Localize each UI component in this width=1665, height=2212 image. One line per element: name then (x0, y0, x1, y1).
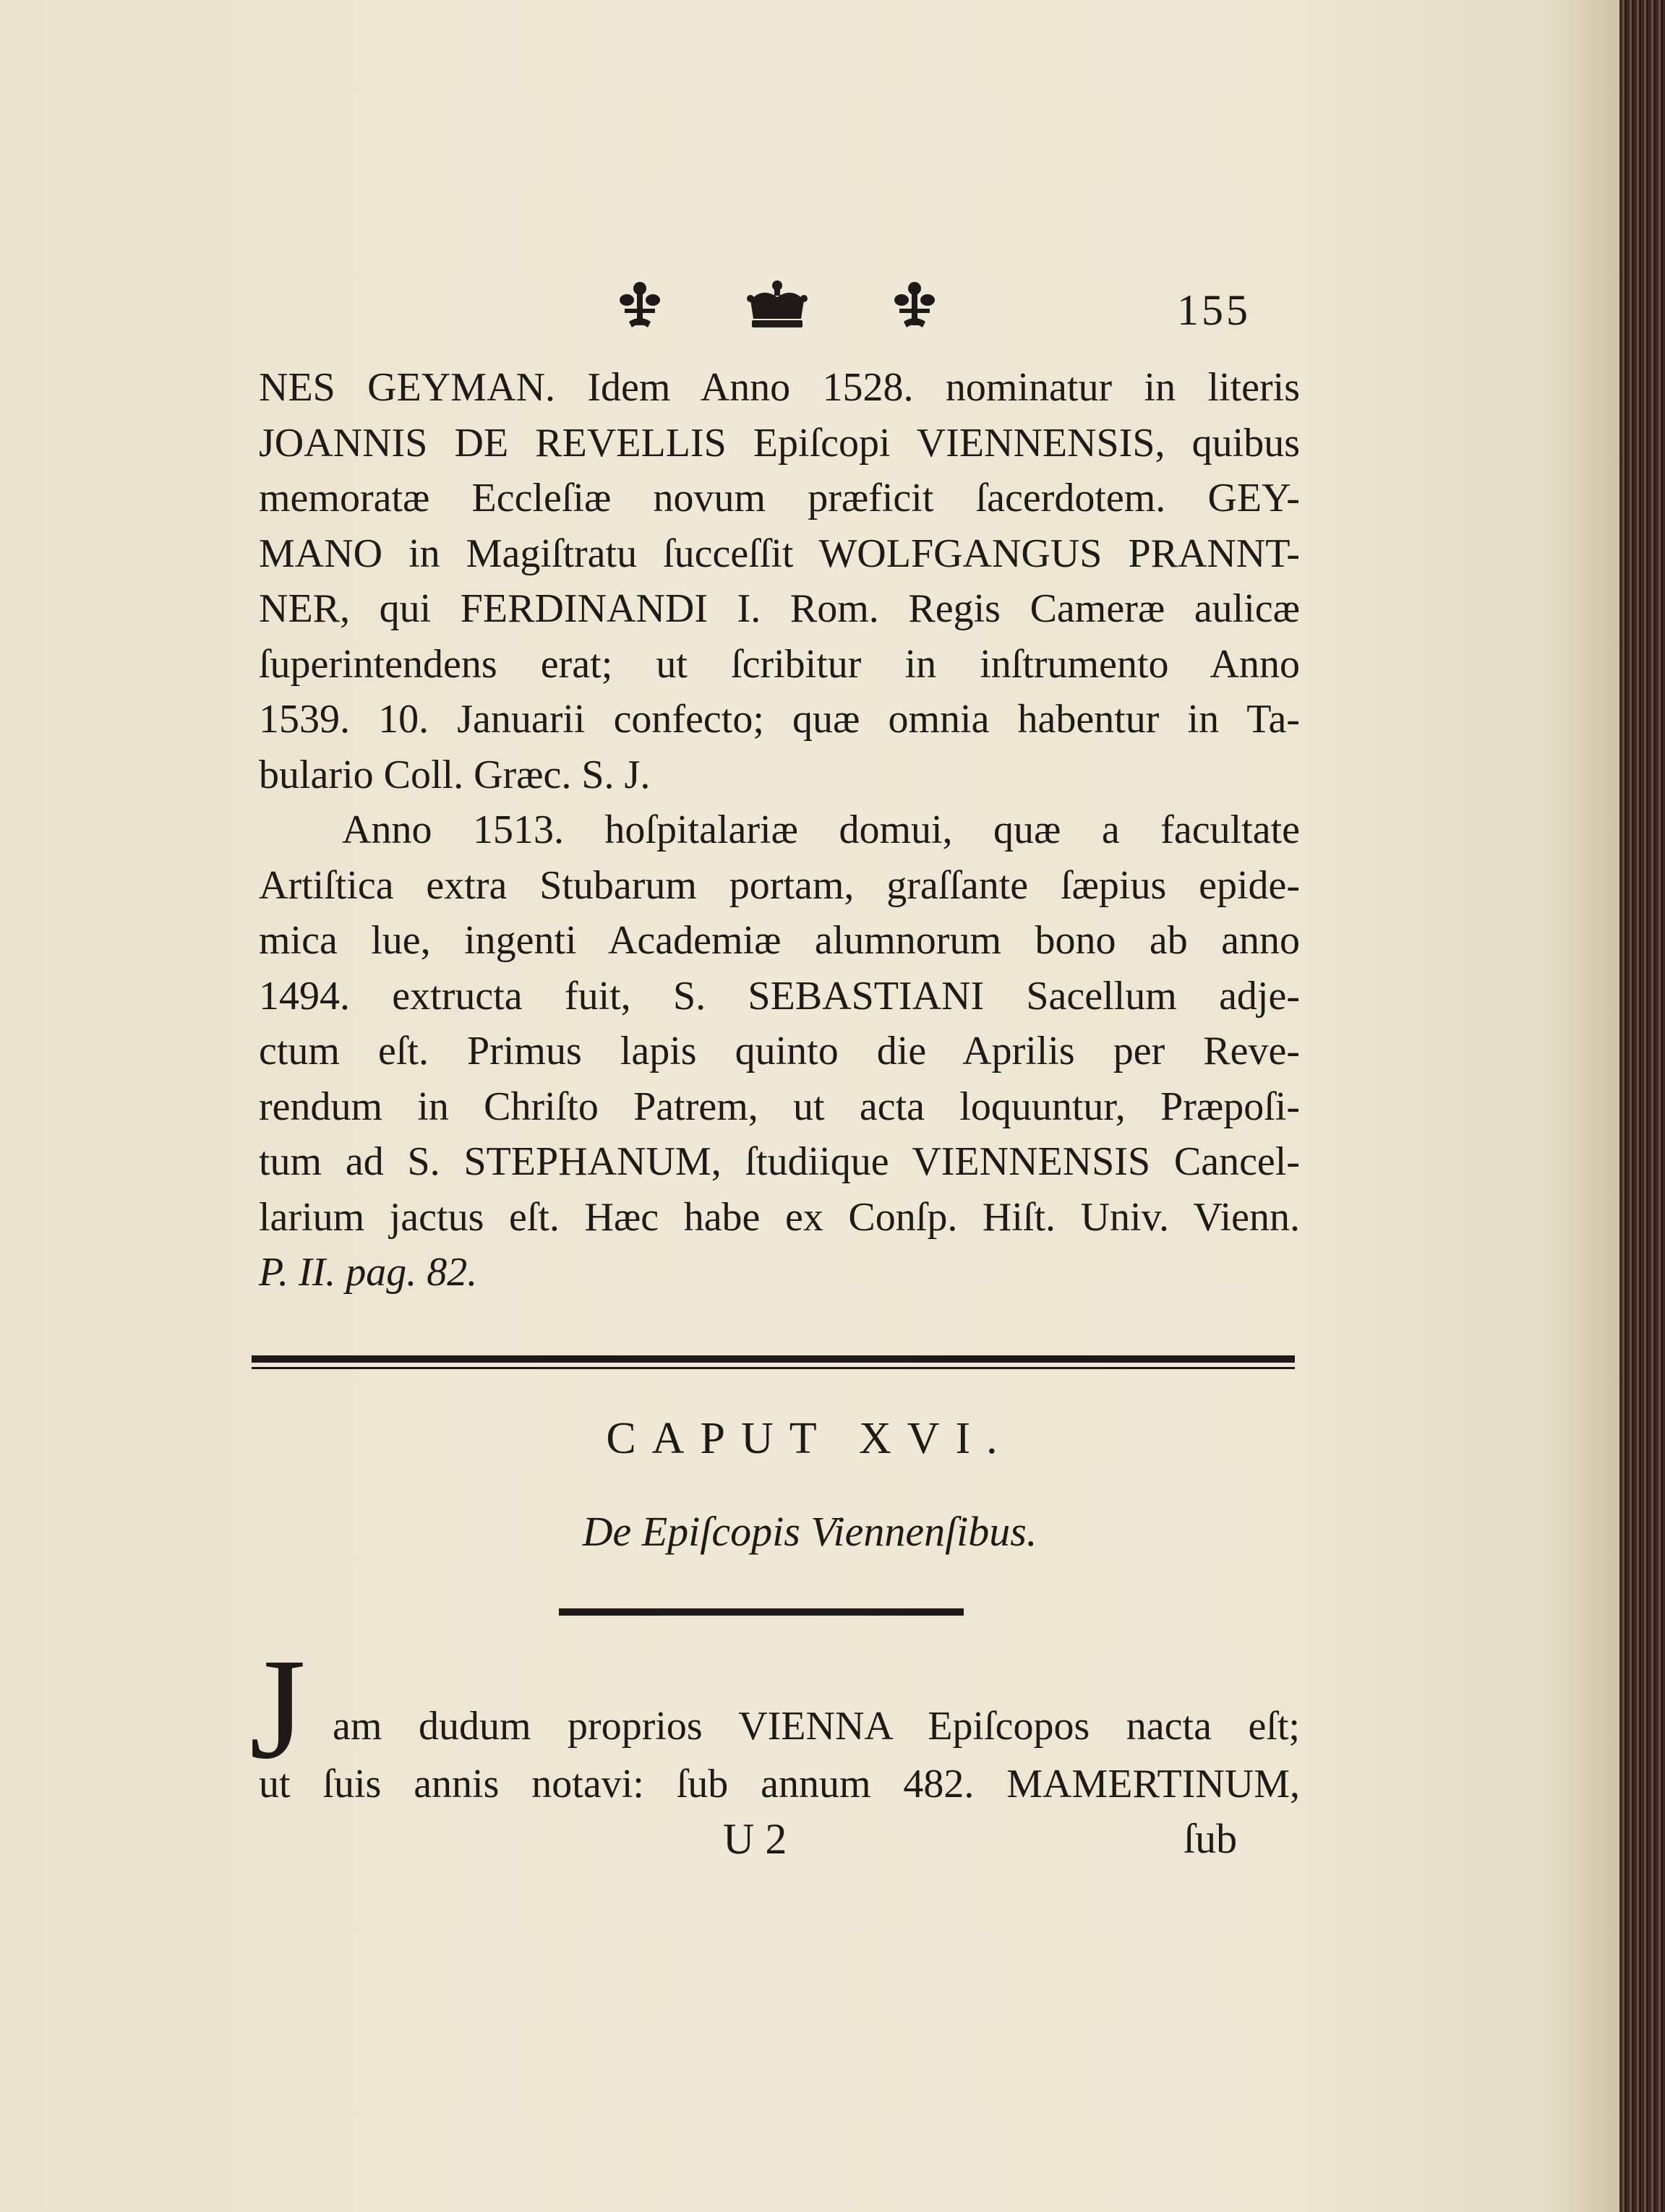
text-line: NER, qui FERDINANDI I. Rom. Regis Cameræ aulicæ (259, 586, 1300, 631)
signature-mark: U 2 (723, 1815, 787, 1863)
divider-thin (252, 1367, 1295, 1369)
text-line: ctum eſt. Primus lapis quinto die Aprilis per Reve- (259, 1029, 1300, 1073)
text-line: tum ad S. STEPHANUM, ſtudiique VIENNENSIS Cancel- (259, 1139, 1300, 1184)
paragraph-continued (259, 360, 1300, 802)
text-line: P. II. pag. 82. (259, 1250, 478, 1295)
text-line: 1494. extructa fuit, S. SEBASTIANI Sacellum adje- (259, 973, 1300, 1019)
section-divider (252, 1355, 1295, 1370)
text-line: MANO in Magiſtratu ſucceſſit WOLFGANGUS PRANNT- (259, 531, 1300, 576)
text-line: Anno 1513. hoſpitalariæ domui, quæ a facultate (342, 807, 1300, 852)
text-line: larium jactus eſt. Hæc habe ex Conſp. Hiſt. Univ. Vienn. (259, 1194, 1300, 1240)
page-edge (1619, 0, 1665, 2212)
text-line: memoratæ Eccleſiæ novum præficit ſacerdotem. GEY- (259, 476, 1300, 520)
running-header (615, 278, 1251, 343)
chapter-subtitle: De Epiſcopis Viennenſibus. (582, 1508, 1037, 1555)
text-line: 1539. 10. Januarii confecto; quæ omnia habentur in Ta- (259, 697, 1300, 742)
drop-cap: J (249, 1629, 306, 1789)
paragraph-hospital (259, 802, 1300, 858)
text-line: mica lue, ingenti Academiæ alumnorum bono ab anno (259, 918, 1300, 963)
text-line: ut ſuis annis notavi: ſub annum 482. MAMERTINUM, (259, 1762, 1300, 1806)
chapter-rule (559, 1608, 964, 1616)
fleuron-icon (889, 278, 940, 336)
text-line: JOANNIS DE REVELLIS Epiſcopi VIENNENSIS, quibus (259, 420, 1300, 466)
paragraph-hospital-cont (259, 858, 1300, 1300)
text-line: am dudum proprios VIENNA Epiſcopos nacta eſt; (333, 1704, 1300, 1749)
page-number: 155 (1177, 286, 1251, 334)
catchword: ſub (1184, 1815, 1238, 1862)
opening-line-1 (333, 1699, 1300, 1754)
text-line: ſuperintendens erat; ut ſcribitur in inſtrumento Anno (259, 641, 1300, 687)
crown-icon (745, 278, 810, 336)
opening-line-2 (259, 1757, 1300, 1812)
text-line: NES GEYMAN. Idem Anno 1528. nominatur in literis (259, 365, 1300, 410)
divider-thick (252, 1355, 1295, 1363)
text-line: rendum in Chriſto Patrem, ut acta loquuntur, Præpoſi- (259, 1084, 1300, 1129)
chapter-title: CAPUT XVI. (606, 1414, 1014, 1463)
body-text (259, 360, 1300, 1300)
text-line: Artiſtica extra Stubarum portam, graſſante ſæpius epide- (259, 862, 1300, 908)
text-line: bulario Coll. Græc. S. J. (259, 752, 651, 797)
fleuron-icon (615, 278, 665, 336)
